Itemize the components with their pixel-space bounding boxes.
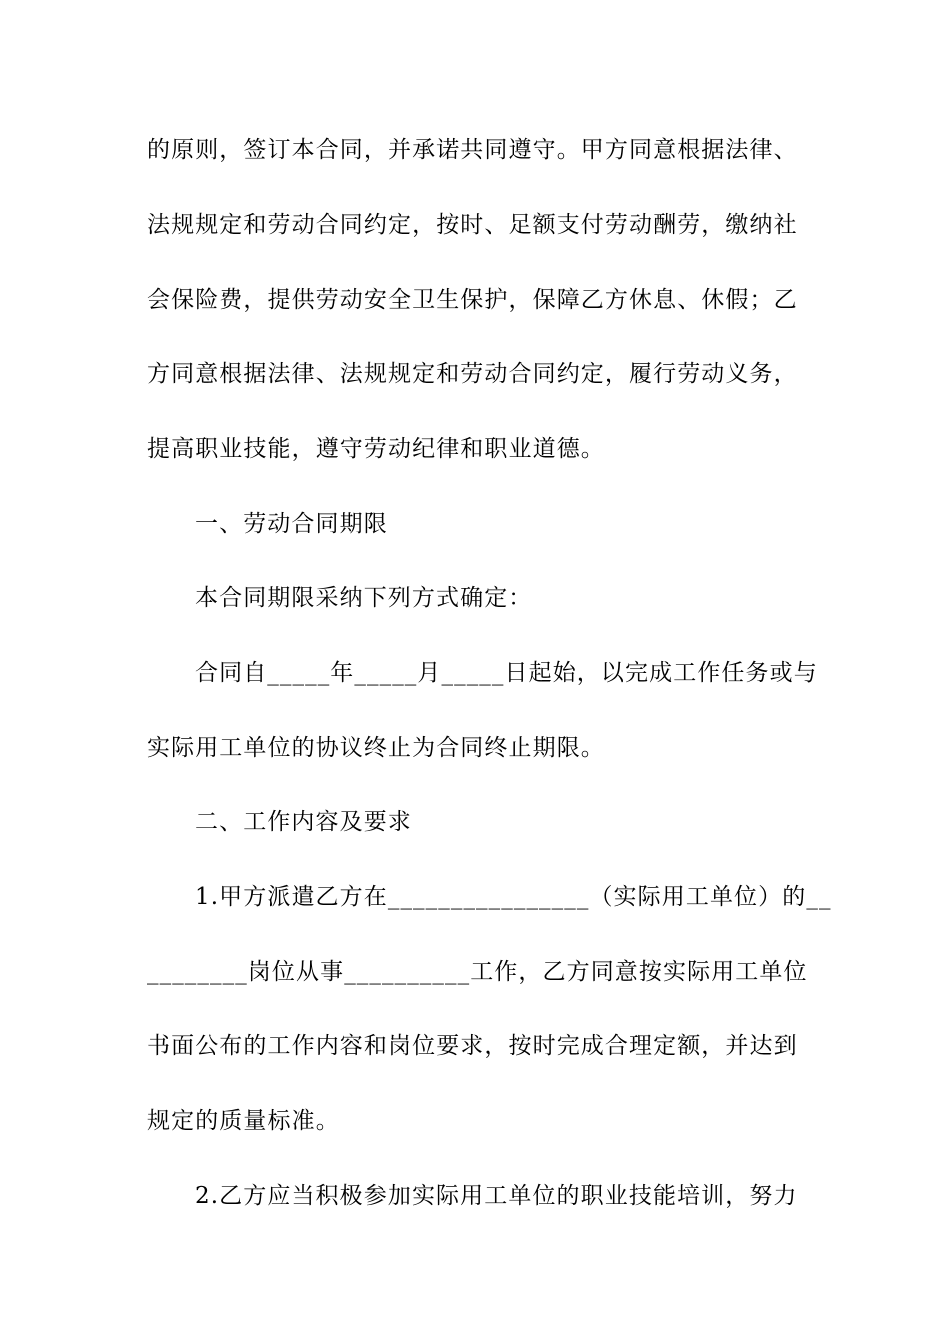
paragraph-line: 书面公布的工作内容和岗位要求，按时完成合理定额，并达到 xyxy=(147,1033,798,1059)
paragraph-line: 的原则，签订本合同，并承诺共同遵守。甲方同意根据法律、 xyxy=(147,137,798,163)
paragraph-line: 实际用工单位的协议终止为合同终止期限。 xyxy=(147,735,605,761)
paragraph-line: 法规规定和劳动合同约定，按时、足额支付劳动酬劳，缴纳社 xyxy=(147,212,798,238)
section-heading: 二、工作内容及要求 xyxy=(195,809,412,835)
section-heading: 一、劳动合同期限 xyxy=(195,511,388,537)
paragraph-line: 提高职业技能，遵守劳动纪律和职业道德。 xyxy=(147,436,605,462)
paragraph-line: 方同意根据法律、法规规定和劳动合同约定，履行劳动义务， xyxy=(147,361,798,387)
paragraph-line: ________岗位从事__________工作，乙方同意按实际用工单位 xyxy=(147,959,808,985)
paragraph-line: 2.乙方应当积极参加实际用工单位的职业技能培训，努力 xyxy=(195,1183,798,1209)
paragraph-line: 会保险费，提供劳动安全卫生保护，保障乙方休息、休假；乙 xyxy=(147,287,798,313)
paragraph-line: 规定的质量标准。 xyxy=(147,1108,340,1134)
paragraph-line: 合同自_____年_____月_____日起始，以完成工作任务或与 xyxy=(195,660,818,686)
paragraph-line: 本合同期限采纳下列方式确定： xyxy=(195,585,533,611)
paragraph-line: 1.甲方派遣乙方在________________（实际用工单位）的__ xyxy=(195,884,832,910)
